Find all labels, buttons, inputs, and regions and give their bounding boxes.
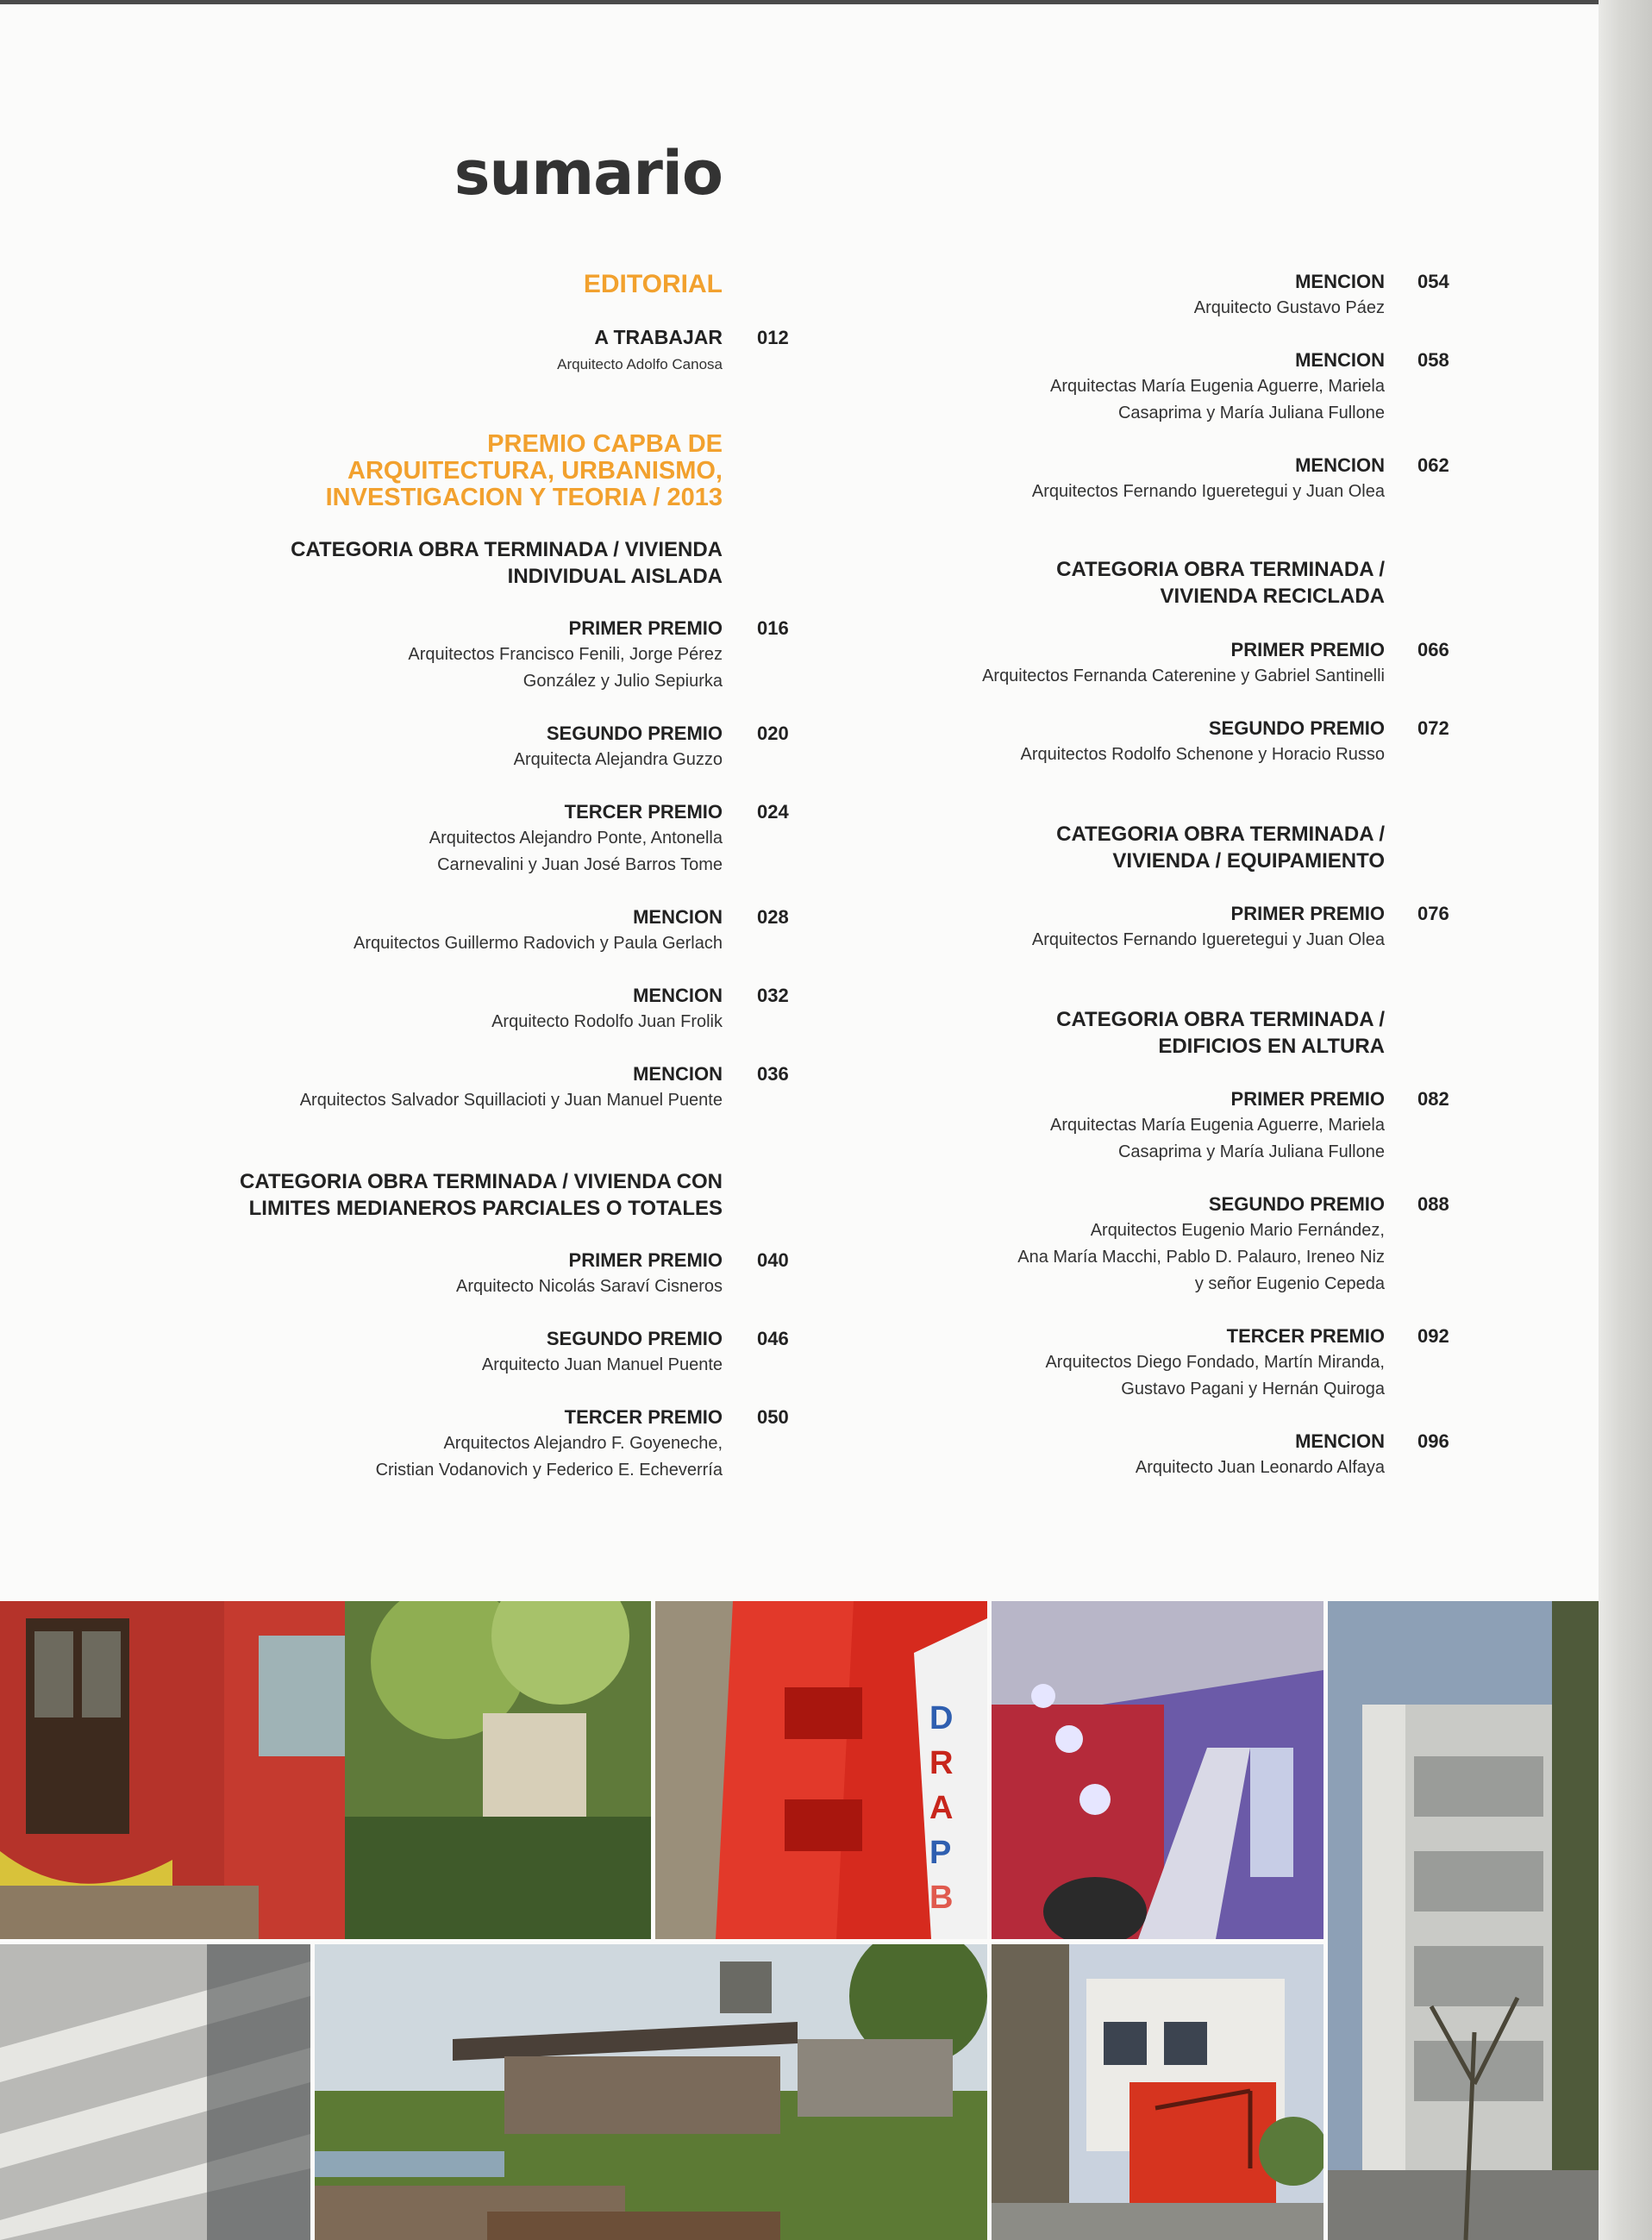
entry-author: Arquitectas María Eugenia Aguerre, Mariela — [1050, 1116, 1385, 1135]
entry-label: SEGUNDO PREMIO — [546, 1328, 723, 1349]
category-heading — [0, 536, 723, 590]
entry-page: 020 — [757, 723, 789, 744]
entry-page: 096 — [1417, 1430, 1449, 1452]
category-heading — [862, 556, 1385, 610]
entry-label: TERCER PREMIO — [564, 801, 723, 823]
toc-entry[interactable] — [172, 720, 789, 773]
premio-heading-line: INVESTIGACION Y TEORIA / 2013 — [325, 484, 723, 511]
toc-entry-editorial[interactable] — [259, 324, 789, 378]
entry-author: González y Julio Sepiurka — [523, 672, 723, 691]
entry-label: SEGUNDO PREMIO — [1208, 717, 1385, 739]
category-line: CATEGORIA OBRA TERMINADA / — [1056, 558, 1385, 581]
toc-entry[interactable] — [172, 1061, 789, 1114]
premio-heading — [0, 431, 723, 511]
toc-entry[interactable] — [172, 1404, 789, 1484]
category-line: CATEGORIA OBRA TERMINADA / — [1056, 823, 1385, 846]
photo-red-facade-sign — [655, 1601, 987, 1939]
toc-entry[interactable] — [862, 1323, 1449, 1403]
entry-page: 016 — [757, 617, 789, 639]
entry-page: 028 — [757, 906, 789, 928]
entry-label: MENCION — [633, 1063, 723, 1085]
entry-author: Arquitecta Alejandra Guzzo — [513, 750, 723, 769]
category-line: VIVIENDA RECICLADA — [1160, 585, 1385, 608]
category-line: VIVIENDA / EQUIPAMIENTO — [1112, 849, 1385, 873]
entry-author: Arquitectos Salvador Squillacioti y Juan Manuel Puente — [299, 1091, 723, 1110]
entry-page: 066 — [1417, 639, 1449, 660]
photo-interior-stairs — [992, 1601, 1323, 1939]
toc-entry[interactable] — [862, 636, 1449, 690]
entry-author: Arquitecto Adolfo Canosa — [557, 356, 723, 372]
entry-label: PRIMER PREMIO — [1230, 1088, 1385, 1110]
toc-entry[interactable] — [862, 900, 1449, 954]
entry-page: 058 — [1417, 349, 1449, 371]
editorial-heading: EDITORIAL — [583, 270, 723, 298]
sign-letter: B — [929, 1880, 954, 1916]
entry-author: Arquitecto Nicolás Saraví Cisneros — [455, 1277, 723, 1296]
toc-entry[interactable] — [862, 347, 1449, 427]
entry-author: Arquitectos Alejandro F. Goyeneche, — [443, 1434, 723, 1453]
entry-author: Cristian Vodanovich y Federico E. Echeverría — [375, 1461, 723, 1480]
entry-label: SEGUNDO PREMIO — [546, 723, 723, 744]
entry-label: PRIMER PREMIO — [1230, 903, 1385, 924]
entry-author: Arquitecto Rodolfo Juan Frolik — [491, 1012, 723, 1031]
sign-letter: D — [929, 1700, 954, 1736]
entry-author: Arquitectos Francisco Fenili, Jorge Pérez — [408, 645, 723, 664]
entry-page: 050 — [757, 1406, 789, 1428]
entry-author: Arquitectos Eugenio Mario Fernández, — [1090, 1221, 1385, 1240]
entry-author: Casaprima y María Juliana Fullone — [1117, 1142, 1385, 1161]
photo-stone-pavilion — [315, 1944, 987, 2240]
category-line: EDIFICIOS EN ALTURA — [1158, 1035, 1385, 1058]
toc-entry[interactable] — [862, 715, 1449, 768]
toc-entry[interactable] — [862, 452, 1449, 505]
sign-letter: P — [929, 1835, 952, 1871]
sign-letter: A — [929, 1790, 954, 1826]
category-line: LIMITES MEDIANEROS PARCIALES O TOTALES — [248, 1197, 723, 1220]
page-title: sumario — [454, 138, 723, 209]
category-heading — [862, 1006, 1385, 1060]
entry-page: 024 — [757, 801, 789, 823]
toc-entry[interactable] — [862, 1086, 1449, 1166]
entry-label: MENCION — [1295, 1430, 1385, 1452]
entry-author: Casaprima y María Juliana Fullone — [1117, 404, 1385, 422]
entry-author: Arquitectos Alejandro Ponte, Antonella — [429, 829, 723, 848]
entry-label: TERCER PREMIO — [1226, 1325, 1385, 1347]
photo-collage — [0, 1601, 1599, 2240]
photo-house-hammock — [0, 1601, 651, 1939]
toc-entry[interactable] — [862, 268, 1449, 322]
entry-page: 012 — [757, 327, 789, 348]
entry-author: Arquitectos Fernanda Caterenine y Gabriel Santinelli — [982, 666, 1385, 685]
facade-sign-letters — [929, 1696, 953, 1920]
entry-label: MENCION — [633, 906, 723, 928]
entry-label: A TRABAJAR — [594, 326, 723, 348]
toc-entry[interactable] — [172, 1325, 789, 1379]
entry-label: PRIMER PREMIO — [568, 1249, 723, 1271]
toc-entry[interactable] — [172, 982, 789, 1036]
entry-page: 046 — [757, 1328, 789, 1349]
toc-entry[interactable] — [862, 1191, 1449, 1298]
entry-author: Arquitectos Fernando Igueretegui y Juan Olea — [1031, 482, 1385, 501]
entry-page: 072 — [1417, 717, 1449, 739]
entry-label: SEGUNDO PREMIO — [1208, 1193, 1385, 1215]
entry-page: 040 — [757, 1249, 789, 1271]
photo-tall-building — [1328, 1601, 1599, 2240]
sign-letter: R — [929, 1745, 954, 1781]
entry-label: TERCER PREMIO — [564, 1406, 723, 1428]
entry-author: Arquitecto Juan Manuel Puente — [481, 1355, 723, 1374]
entry-author: y señor Eugenio Cepeda — [1194, 1274, 1385, 1293]
entry-label: MENCION — [1295, 271, 1385, 292]
toc-entry[interactable] — [862, 1428, 1449, 1481]
entry-page: 032 — [757, 985, 789, 1006]
entry-page: 082 — [1417, 1088, 1449, 1110]
entry-author: Arquitectos Guillermo Radovich y Paula Gerlach — [354, 934, 723, 953]
category-heading — [862, 821, 1385, 874]
entry-page: 076 — [1417, 903, 1449, 924]
category-line: CATEGORIA OBRA TERMINADA / VIVIENDA — [291, 538, 723, 561]
entry-author: Arquitectos Rodolfo Schenone y Horacio Russo — [1020, 745, 1385, 764]
entry-label: PRIMER PREMIO — [1230, 639, 1385, 660]
entry-label: MENCION — [633, 985, 723, 1006]
entry-author: Arquitectos Fernando Igueretegui y Juan Olea — [1031, 930, 1385, 949]
entry-author: Arquitectas María Eugenia Aguerre, Mariela — [1050, 377, 1385, 396]
category-heading — [0, 1168, 723, 1222]
entry-page: 036 — [757, 1063, 789, 1085]
entry-page: 092 — [1417, 1325, 1449, 1347]
category-line: CATEGORIA OBRA TERMINADA / — [1056, 1008, 1385, 1031]
category-line: INDIVIDUAL AISLADA — [507, 565, 723, 588]
premio-heading-line: PREMIO CAPBA DE — [487, 430, 723, 458]
entry-page: 054 — [1417, 271, 1449, 292]
entry-author: Gustavo Pagani y Hernán Quiroga — [1121, 1380, 1385, 1398]
entry-label: MENCION — [1295, 349, 1385, 371]
entry-author: Carnevalini y Juan José Barros Tome — [437, 855, 723, 874]
entry-page: 062 — [1417, 454, 1449, 476]
toc-entry[interactable] — [172, 798, 789, 879]
photo-white-red-house — [992, 1944, 1323, 2240]
premio-heading-line: ARQUITECTURA, URBANISMO, — [347, 457, 723, 485]
book-spine-edge — [1599, 0, 1652, 2240]
toc-entry[interactable] — [172, 615, 789, 695]
entry-author: Arquitecto Gustavo Páez — [1193, 298, 1385, 317]
entry-page: 088 — [1417, 1193, 1449, 1215]
entry-label: MENCION — [1295, 454, 1385, 476]
photo-balconies — [0, 1944, 310, 2240]
top-edge-line — [0, 0, 1652, 4]
entry-author: Ana María Macchi, Pablo D. Palauro, Ireneo Niz — [1017, 1248, 1385, 1267]
toc-entry[interactable] — [172, 904, 789, 957]
entry-author: Arquitecto Juan Leonardo Alfaya — [1135, 1458, 1385, 1477]
toc-entry[interactable] — [172, 1247, 789, 1300]
entry-author: Arquitectos Diego Fondado, Martín Miranda, — [1045, 1353, 1385, 1372]
entry-label: PRIMER PREMIO — [568, 617, 723, 639]
category-line: CATEGORIA OBRA TERMINADA / VIVIENDA CON — [239, 1170, 723, 1193]
